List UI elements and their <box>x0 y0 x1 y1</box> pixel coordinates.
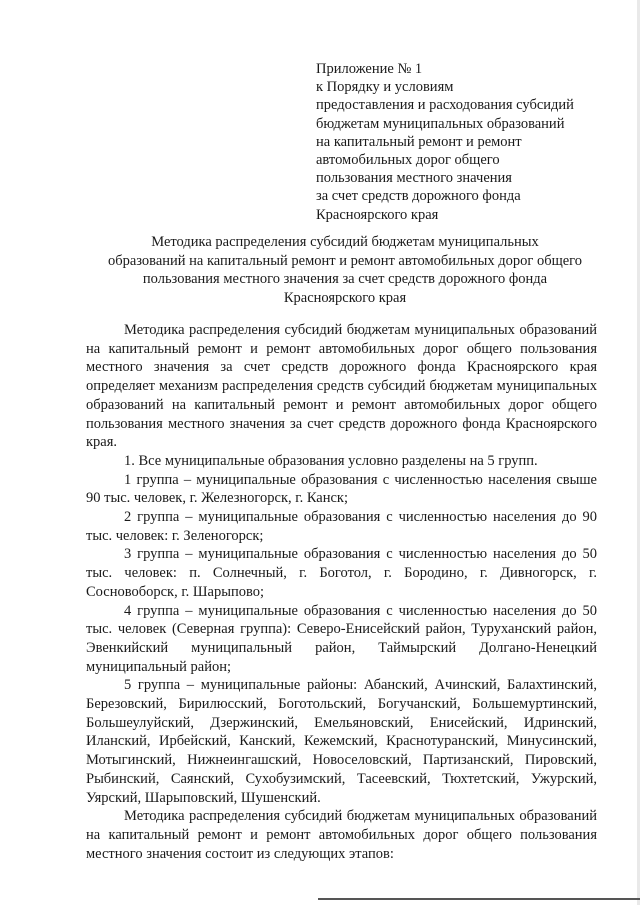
appendix-line: к Порядку и условиям <box>316 79 454 96</box>
group-5-paragraph: 5 группа – муниципальные районы: Абанский, Ачинский, Балахтинский, Березовский, Бирилюсский, Боготольский, Богучанский, Большемуртинский, Большеулуйский, Дзержинский, Емельяновский, Енисейский, Идринский, Иланский, Ирбейский, Канский, Кежемский, Краснотуранский, Минусинский, Мотыгинский, Нижнеингашский, Новоселовский, Партизанский, Пировский, Рыбинский, Саянский, Сухобузимский, Тасеевский, Тюхтетский, Ужурский, Уярский, Шарыповский, Шушенский. <box>86 677 597 806</box>
scan-bottom-line <box>318 898 640 900</box>
title-line: Красноярского края <box>283 289 407 306</box>
appendix-line: Приложение № 1 <box>316 61 423 77</box>
appendix-line: бюджетам муниципальных образований <box>316 115 565 132</box>
group-3-paragraph: 3 группа – муниципальные образования с численностью населения до 50 тыс. человек: п. Солнечный, г. Боготол, г. Бородино, г. Дивногорск, г. Сосновоборск, г. Шарыпово; <box>86 546 597 600</box>
title-line: образований на капитальный ремонт и ремонт автомобильных дорог общего <box>107 252 583 269</box>
appendix-line: пользования местного значения <box>316 170 512 187</box>
document-body <box>86 321 597 863</box>
appendix-line: автомобильных дорог общего <box>316 152 500 169</box>
appendix-line: предоставления и расходования субсидий <box>316 97 574 114</box>
stages-paragraph: Методика распределения субсидий бюджетам муниципальных образований на капитальный ремонт и ремонт автомобильных дорог общего пользования местного значения состоит из следующих этапов: <box>86 808 597 862</box>
appendix-line: за счет средств дорожного фонда <box>316 188 521 205</box>
document-title <box>80 233 610 307</box>
group-1-paragraph: 1 группа – муниципальные образования с численностью населения свыше 90 тыс. человек, г. Железногорск, г. Канск; <box>86 471 597 507</box>
point-1-paragraph: 1. Все муниципальные образования условно разделены на 5 групп. <box>124 452 538 469</box>
appendix-line: на капитальный ремонт и ремонт <box>316 133 522 150</box>
appendix-header <box>316 60 616 224</box>
appendix-line: Красноярского края <box>316 206 439 223</box>
group-2-paragraph: 2 группа – муниципальные образования с численностью населения до 90 тыс. человек: г. Зеленогорск; <box>86 509 597 544</box>
title-line: Методика распределения субсидий бюджетам муниципальных <box>151 234 539 250</box>
intro-paragraph: Методика распределения субсидий бюджетам муниципальных образований на капитальный ремонт и ремонт автомобильных дорог общего пользования местного значения за счет средств дорожного фонда Красноярского края определяет механизм распределения средств субсидий бюджетам муниципальных образований на капитальный ремонт и ремонт автомобильных дорог общего пользования местного значения за счет средств дорожного фонда Красноярского края. <box>86 322 597 451</box>
group-4-paragraph: 4 группа – муниципальные образования с численностью населения до 50 тыс. человек (Северная группа): Северо-Енисейский район, Туруханский район, Эвенкийский муниципальный район, Таймырский Долгано-Ненецкий муниципальный район; <box>86 602 597 675</box>
title-line: пользования местного значения за счет средств дорожного фонда <box>142 271 548 288</box>
